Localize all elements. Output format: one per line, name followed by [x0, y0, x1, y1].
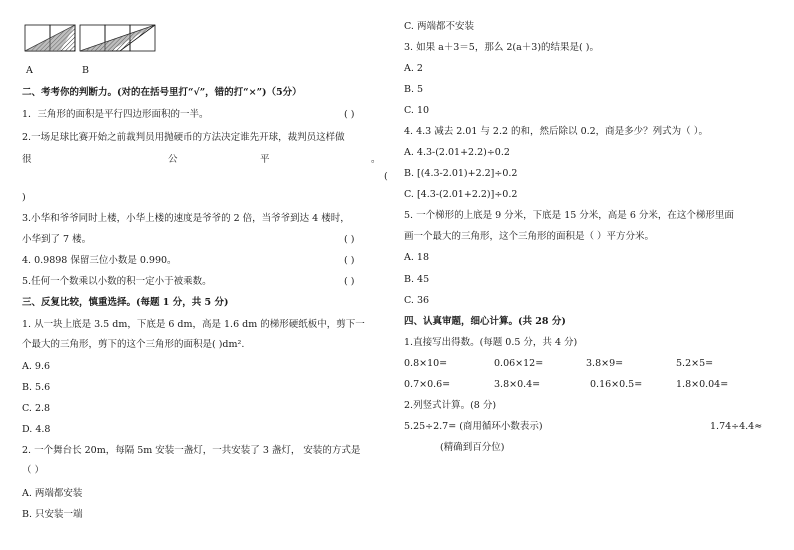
choice-q2-line1: 2. 一个舞台长 20m，每隔 5m 安装一盏灯，一共安装了 3 盏灯， 安装的方式是	[22, 445, 361, 456]
vertical-calc-1: 5.25÷2.7= (商用循环小数表示)	[404, 421, 543, 432]
judge-q1-paren: ( )	[344, 109, 355, 120]
judge-q3-paren: ( )	[344, 234, 355, 245]
choice-q5-option-b: B. 45	[404, 274, 430, 285]
choice-q3-option-a: A. 2	[404, 63, 423, 74]
judge-q3-line2: 小华到了 7 楼。	[22, 234, 92, 245]
vertical-calc-2: 1.74÷4.4≈	[710, 421, 763, 432]
choice-q4: 4. 4.3 减去 2.01 与 2.2 的和，然后除以 0.2，商是多少？列式为（ ）。	[404, 126, 708, 137]
judge-q2-char3: 平	[260, 154, 270, 165]
figure-shaded-triangles	[24, 24, 160, 54]
calc-subsection-2: 2.列竖式计算。(8 分)	[404, 400, 497, 411]
figure-label-b: B	[82, 65, 89, 76]
choice-q4-option-c: C. [4.3-(2.01+2.2)]÷0.2	[404, 189, 518, 200]
choice-q2-line2: （ ）	[22, 465, 45, 476]
section-4-title: 四、认真审题，细心计算。(共 28 分)	[404, 316, 566, 327]
choice-q2-option-a: A. 两端都安装	[22, 488, 83, 499]
judge-q2-paren-open: (	[384, 171, 388, 182]
calc-item: 0.16×0.5=	[590, 379, 643, 390]
judge-q3-line1: 3.小华和爷爷同时上楼，小华上楼的速度是爷爷的 2 倍，当爷爷到达 4 楼时，	[22, 213, 350, 224]
choice-q3-option-c: C. 10	[404, 105, 430, 116]
calc-item: 3.8×0.4=	[494, 379, 541, 390]
calc-item: 0.06×12=	[494, 358, 544, 369]
judge-q2-char2: 公	[168, 154, 178, 165]
choice-q2-option-c: C. 两端都不安装	[404, 21, 474, 32]
choice-q3: 3. 如果 a＋3＝5，那么 2(a＋3)的结果是( )。	[404, 42, 599, 53]
choice-q3-option-b: B. 5	[404, 84, 424, 95]
choice-q4-option-a: A. 4.3-(2.01+2.2)÷0.2	[404, 147, 510, 158]
judge-q5: 5.任何一个数乘以小数的积一定小于被乘数。	[22, 276, 212, 287]
choice-q1-option-d: D. 4.8	[22, 424, 51, 435]
calc-item: 0.8×10=	[404, 358, 448, 369]
judge-q2-char1: 很	[22, 154, 32, 165]
choice-q5-option-a: A. 18	[404, 252, 429, 263]
choice-q1-option-a: A. 9.6	[22, 361, 51, 372]
choice-q1-option-c: C. 2.8	[22, 403, 51, 414]
judge-q1: 1．三角形的面积是平行四边形面积的一半。	[22, 109, 209, 120]
figure-label-a: A	[26, 65, 33, 76]
choice-q1-option-b: B. 5.6	[22, 382, 51, 393]
calc-item: 5.2×5=	[676, 358, 714, 369]
choice-q2-option-b: B. 只安装一端	[22, 509, 83, 520]
judge-q4-paren: ( )	[344, 255, 355, 266]
choice-q1-line2: 个最大的三角形，剪下的这个三角形的面积是( )dm².	[22, 339, 245, 350]
figure-b	[80, 25, 155, 51]
choice-q5-option-c: C. 36	[404, 295, 430, 306]
figure-a	[25, 25, 75, 51]
choice-q1-line1: 1. 从一块上底是 3.5 dm，下底是 6 dm，高是 1.6 dm 的梯形硬纸板中，剪下一	[22, 319, 365, 330]
choice-q5-line2: 画一个最大的三角形，这个三角形的面积是（ ）平方分米。	[404, 231, 655, 242]
choice-q5-line1: 5. 一个梯形的上底是 9 分米，下底是 15 分米，高是 6 分米，在这个梯形里面	[404, 210, 734, 221]
judge-q4: 4. 0.9898 保留三位小数是 0.990。	[22, 255, 177, 266]
judge-q2-char4: 。	[371, 154, 381, 165]
section-2-title: 二、考考你的判断力。(对的在括号里打“√”，错的打“×”)（5分）	[22, 87, 302, 98]
judge-q2-line1: 2.一场足球比赛开始之前裁判员用抛硬币的方法决定谁先开球，裁判员这样做	[22, 132, 345, 143]
judge-q5-paren: ( )	[344, 276, 355, 287]
judge-q2-paren-close: )	[22, 192, 26, 203]
calc-item: 1.8×0.04=	[676, 379, 729, 390]
calc-item: 3.8×9=	[586, 358, 624, 369]
calc-item: 0.7×0.6=	[404, 379, 451, 390]
calc-subsection-1: 1.直接写出得数。(每题 0.5 分，共 4 分)	[404, 337, 578, 348]
section-3-title: 三、反复比较，慎重选择。(每题 1 分，共 5 分)	[22, 297, 229, 308]
choice-q4-option-b: B. [(4.3-2.01)+2.2]÷0.2	[404, 168, 518, 179]
vertical-calc-2-note: (精确到百分位)	[440, 442, 505, 453]
